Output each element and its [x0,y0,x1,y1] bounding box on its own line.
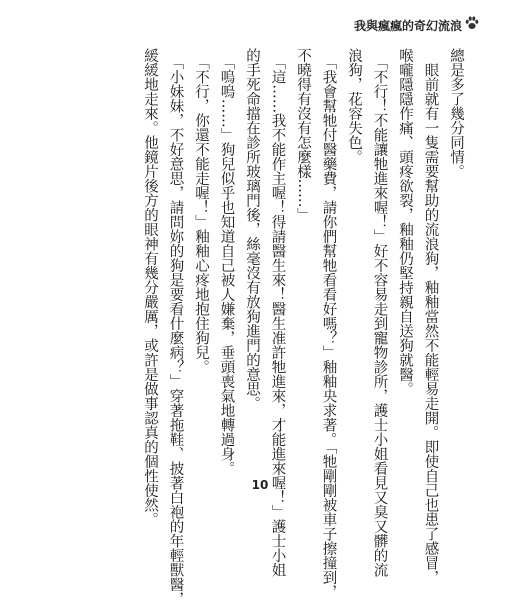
text-line: 的手死命擋在診所玻璃門後，絲毫沒有放狗進門的意思。 [244,48,260,411]
text-line: 緩緩地走來。他鏡片後方的眼神有幾分嚴厲，或許是做事認真的個性使然。 [142,48,158,527]
text-line: 浪狗，花容失色。 [346,48,362,164]
text-line: 「不行，你還不能走喔！」釉釉心疼地抱住狗兒。 [193,48,209,375]
text-line: 不曉得有沒有怎麼樣……」 [295,48,311,222]
text-line: 眼前就有一隻需要幫助的流浪狗，釉釉當然不能輕易走開。即使自己也患了感冒， [422,48,439,585]
text-line: 「小妹妹，不好意思，請問妳的狗是要看什麼病？」穿著拖鞋、披著白袍的年輕獸醫， [167,48,184,606]
text-line: 「這……我不能作主喔！得請醫生來！醫生准許牠進來，才能進來喔！」護士小姐 [269,48,286,578]
text-line: 總是多了幾分同情。 [448,48,464,179]
page-number: 10 [251,478,269,492]
text-line: 「不行！不能讓牠進來喔！」好不容易走到寵物診所，護士小姐看見又臭又髒的流 [371,48,388,578]
text-line: 「嗚嗚……」狗兒似乎也知道自己被人嫌棄，垂頭喪氣地轉過身。 [218,48,235,476]
paw-print-icon [464,15,480,31]
running-header: 我與瘋瘋的奇幻流浪 [353,19,462,33]
text-line: 「我會幫牠付醫藥費，請你們幫牠看看好嗎？」釉釉央求著。「牠剛剛被車子擦撞到， [320,48,337,599]
text-line: 喉嚨隱隱作痛、頭疼欲裂，釉釉仍堅持親自送狗就醫。 [397,48,413,396]
